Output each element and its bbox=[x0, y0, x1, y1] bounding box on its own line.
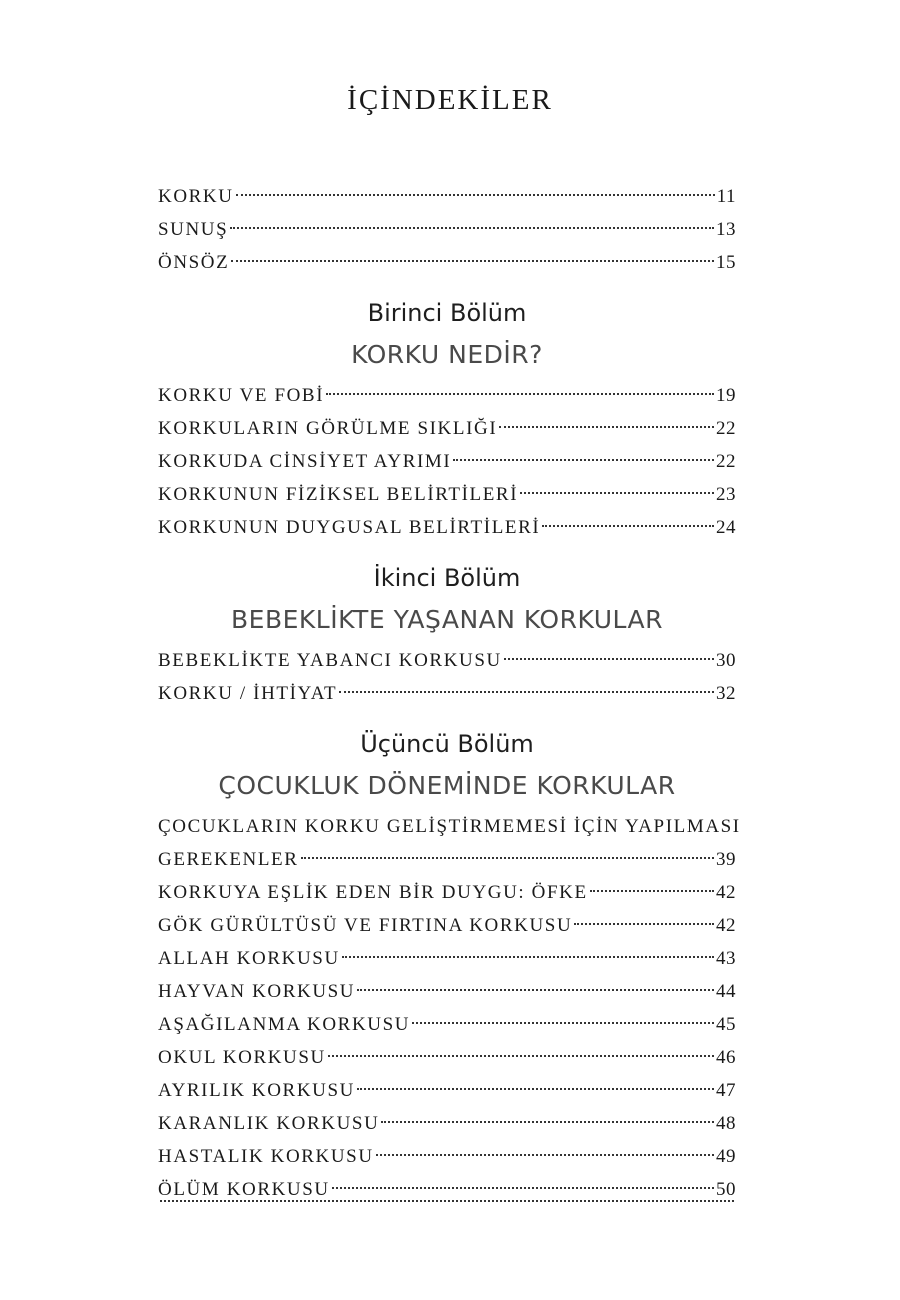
part-title: ÇOCUKLUK DÖNEMİNDE KORKULAR bbox=[218, 771, 676, 800]
dot-leader bbox=[504, 658, 714, 660]
toc-entry-label: GÖK GÜRÜLTÜSÜ VE FIRTINA KORKUSU bbox=[158, 915, 573, 936]
part-1-section bbox=[158, 295, 736, 544]
toc-entry-label: KORKU bbox=[158, 186, 234, 207]
toc-entry-label: KORKUDA CİNSİYET AYRIMI bbox=[158, 451, 452, 472]
toc-entry-label: ÖNSÖZ bbox=[158, 252, 230, 273]
toc-entry-page: 50 bbox=[716, 1179, 736, 1200]
toc-entry[interactable] bbox=[158, 677, 736, 710]
toc-entry-label: ALLAH KORKUSU bbox=[158, 948, 340, 969]
dot-leader bbox=[574, 923, 714, 925]
part-3-section bbox=[158, 726, 741, 1239]
toc-entry-label: KORKU / İHTİYAT bbox=[158, 683, 338, 704]
toc-entry[interactable] bbox=[158, 445, 736, 478]
toc-entry-label: KARANLIK KORKUSU bbox=[158, 1113, 380, 1134]
dot-leader bbox=[231, 260, 714, 262]
toc-entry-page: 42 bbox=[716, 882, 736, 903]
toc-entry-label: ÖLÜM KORKUSU bbox=[158, 1179, 330, 1200]
dot-leader bbox=[542, 525, 714, 527]
dot-leader bbox=[499, 426, 714, 428]
toc-entry-page: 19 bbox=[716, 385, 736, 406]
toc-entry[interactable] bbox=[158, 909, 736, 942]
toc-entry[interactable] bbox=[158, 843, 736, 876]
toc-entry-page: 22 bbox=[716, 418, 736, 439]
toc-entry[interactable] bbox=[158, 644, 736, 677]
toc-entry[interactable] bbox=[158, 478, 736, 511]
toc-entry[interactable] bbox=[158, 412, 736, 445]
dot-leader bbox=[301, 857, 714, 859]
dot-leader bbox=[326, 393, 714, 395]
toc-entry-page: 30 bbox=[716, 650, 736, 671]
part-2-section bbox=[158, 560, 736, 710]
toc-entry[interactable] bbox=[158, 876, 736, 909]
toc-entry-page: 24 bbox=[716, 517, 736, 538]
dot-leader bbox=[342, 956, 714, 958]
dot-leader bbox=[332, 1187, 714, 1189]
intro-section bbox=[158, 180, 736, 279]
dot-leader bbox=[236, 194, 715, 196]
toc-entry[interactable] bbox=[158, 942, 736, 975]
toc-entry[interactable] bbox=[158, 975, 736, 1008]
toc-entry[interactable] bbox=[158, 1140, 736, 1173]
part-title: BEBEKLİKTE YAŞANAN KORKULAR bbox=[231, 605, 663, 634]
toc-entry-label-line1[interactable]: ÇOCUKLARIN KORKU GELİŞTİRMEMESİ İÇİN YAPILMASI bbox=[158, 816, 741, 837]
dot-leader bbox=[328, 1055, 714, 1057]
dot-leader bbox=[381, 1121, 714, 1123]
toc-entry-label: GEREKENLER bbox=[158, 849, 299, 870]
dot-leader bbox=[357, 1088, 714, 1090]
toc-entry[interactable] bbox=[158, 246, 736, 279]
toc-entry-label: AŞAĞILANMA KORKUSU bbox=[158, 1014, 411, 1035]
dot-leader bbox=[230, 227, 714, 229]
dot-leader bbox=[520, 492, 714, 494]
toc-entry[interactable] bbox=[158, 213, 736, 246]
part-name: Üçüncü Bölüm bbox=[360, 730, 534, 758]
dot-leader bbox=[376, 1154, 714, 1156]
toc-entry[interactable] bbox=[158, 511, 736, 544]
toc-entry-label: KORKU VE FOBİ bbox=[158, 385, 325, 406]
toc-entry-page: 11 bbox=[716, 186, 736, 207]
toc-entry-page: 43 bbox=[716, 948, 736, 969]
part-name: İkinci Bölüm bbox=[373, 564, 521, 592]
toc-entry-label: KORKUYA EŞLİK EDEN BİR DUYGU: ÖFKE bbox=[158, 882, 588, 903]
toc-entry-page: 46 bbox=[716, 1047, 736, 1068]
toc-entry-label: BEBEKLİKTE YABANCI KORKUSU bbox=[158, 650, 502, 671]
toc-entry-page: 39 bbox=[716, 849, 736, 870]
dot-leader bbox=[412, 1022, 714, 1024]
table-of-contents bbox=[158, 180, 741, 1239]
toc-entry[interactable] bbox=[158, 1107, 736, 1140]
toc-entry-page: 42 bbox=[716, 915, 736, 936]
toc-entry-page: 47 bbox=[716, 1080, 736, 1101]
toc-entry[interactable] bbox=[158, 180, 736, 213]
dot-leader bbox=[339, 691, 714, 693]
dot-leader bbox=[357, 989, 714, 991]
toc-entry-label: OKUL KORKUSU bbox=[158, 1047, 326, 1068]
toc-entry-label: KORKULARIN GÖRÜLME SIKLIĞI bbox=[158, 418, 498, 439]
toc-entry-label: AYRILIK KORKUSU bbox=[158, 1080, 355, 1101]
toc-entry-page: 15 bbox=[716, 252, 736, 273]
toc-entry-page: 45 bbox=[716, 1014, 736, 1035]
page-title: İÇİNDEKİLER bbox=[347, 84, 553, 116]
toc-entry-page: 22 bbox=[716, 451, 736, 472]
toc-entry-page: 32 bbox=[716, 683, 736, 704]
toc-entry-page: 13 bbox=[716, 219, 736, 240]
toc-entry-page: 44 bbox=[716, 981, 736, 1002]
toc-entry[interactable] bbox=[158, 1041, 736, 1074]
toc-entry-page: 23 bbox=[716, 484, 736, 505]
toc-entry-label: HAYVAN KORKUSU bbox=[158, 981, 356, 1002]
dot-leader bbox=[453, 459, 714, 461]
toc-entry-page: 49 bbox=[716, 1146, 736, 1167]
toc-entry-page: 48 bbox=[716, 1113, 736, 1134]
toc-entry-label: HASTALIK KORKUSU bbox=[158, 1146, 374, 1167]
toc-entry[interactable] bbox=[158, 1074, 736, 1107]
part-title: KORKU NEDİR? bbox=[351, 340, 543, 369]
toc-entry[interactable] bbox=[158, 1008, 736, 1041]
dot-leader bbox=[160, 1200, 734, 1202]
toc-entry-label: KORKUNUN FİZİKSEL BELİRTİLERİ bbox=[158, 484, 519, 505]
toc-entry-label: SUNUŞ bbox=[158, 219, 229, 240]
toc-entry-label: KORKUNUN DUYGUSAL BELİRTİLERİ bbox=[158, 517, 541, 538]
toc-entry[interactable] bbox=[158, 1206, 736, 1239]
part-name: Birinci Bölüm bbox=[367, 299, 527, 327]
toc-entry[interactable] bbox=[158, 379, 736, 412]
dot-leader bbox=[590, 890, 714, 892]
